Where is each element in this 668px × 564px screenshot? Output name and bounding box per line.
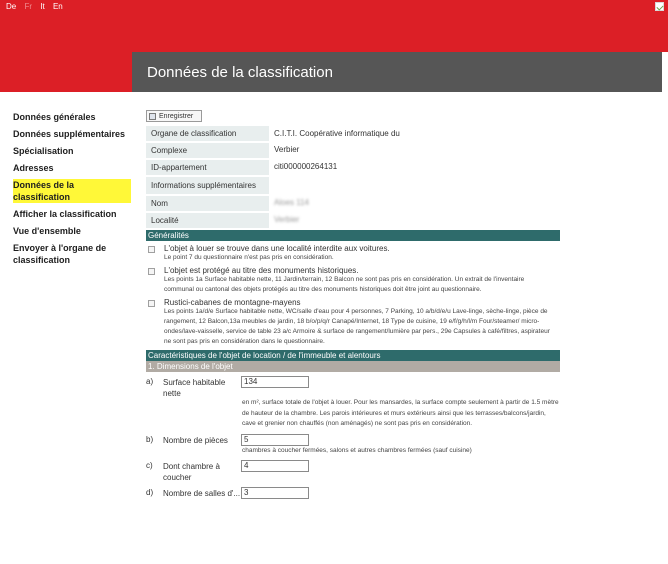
salles-eau-input[interactable]: 3 [241, 487, 309, 499]
lang-de[interactable]: De [6, 2, 17, 11]
info-label: Organe de classification [146, 126, 269, 142]
checkbox-label: Rustici-cabanes de montagne-mayens [164, 298, 301, 307]
checkbox[interactable] [148, 268, 155, 275]
chambres-input[interactable]: 4 [241, 460, 309, 472]
section-header-caracteristiques: Caractéristiques de l'objet de location / de l'immeuble et alentours [146, 350, 560, 361]
table-row [146, 176, 560, 195]
info-value: C.I.T.I. Coopérative informatique du [269, 126, 560, 142]
info-label: Informations supplémentaires [146, 176, 269, 195]
sidebar-item-vue-ensemble[interactable]: Vue d'ensemble [13, 226, 81, 236]
main-content [146, 110, 560, 499]
section-header-generalites: Généralités [146, 230, 560, 241]
question-label: Surface habitable nette [163, 378, 226, 398]
checkbox-label: L'objet à louer se trouve dans une localité interdite aux voitures. [164, 244, 390, 253]
info-value [269, 176, 560, 195]
info-label: Nom [146, 195, 269, 212]
checkbox-label: L'objet est protégé au titre des monuments historiques. [164, 266, 359, 275]
info-value [269, 195, 560, 212]
question-row [146, 460, 560, 483]
question-row [146, 376, 560, 399]
info-value: Verbier [269, 142, 560, 159]
sidebar-item-donnees-generales[interactable]: Données générales [13, 112, 96, 122]
page-header [132, 52, 662, 92]
lang-fr[interactable]: Fr [24, 2, 33, 11]
info-value: citi000000264131 [269, 159, 560, 176]
table-row [146, 159, 560, 176]
question-letter: d) [146, 488, 154, 497]
info-value [269, 212, 560, 229]
info-label: Localité [146, 212, 269, 229]
table-row [146, 142, 560, 159]
checkbox-row [148, 266, 560, 295]
question-row [146, 487, 560, 499]
checkbox-row [148, 244, 560, 263]
question-label: Dont chambre à coucher [163, 462, 220, 482]
save-button[interactable] [146, 110, 202, 122]
info-label: Complexe [146, 142, 269, 159]
checkbox-note: Les points 1a/d/e Surface habitable nette, WC/salle d'eau pour 4 personnes, 7 Parking, 10 a/b/d/e/u Lave-linge, sèche-linge, pièce de rangement, 12 Balcon,13a meubles de jardin, 18 b/o/p/q/r Canapé/Internet, 18 Type de cuisine, 19 e/f/g/h/l/m Four/steamer/ micro-ondes/lave-vaisselle, service de table 23 a/c Armoire & surface de rangement/lumière par pers., 29e Capsules à café/filtres, aspirateur ne sont pas pris en considération dans le questionnaire. [164, 308, 550, 345]
table-row [146, 212, 560, 229]
info-label: ID-appartement [146, 159, 269, 176]
question-letter: b) [146, 434, 154, 444]
question-hint: en m², surface totale de l'objet à louer. Pour les mansardes, la surface compte seulement à partir de 1.5 mètre de hauteur de la chambre. Les parois intérieures et murs extérieurs ainsi que les terrasses/balcons/jardin, cave et grenier non chauffés (non aménagés) ne sont pas pris en considération. [242, 399, 559, 427]
blurred-value: Aloes 114 [274, 198, 309, 207]
question-hint: chambres à coucher fermées, salons et autres chambres fermées (sauf cuisine) [242, 446, 472, 454]
classification-info-table [146, 126, 560, 230]
checkbox-note: Le point 7 du questionnaire n'est pas pris en considération. [164, 254, 334, 261]
page-title: Données de la classification [147, 64, 333, 81]
top-brand-bar [0, 0, 668, 52]
lang-en[interactable]: En [52, 2, 63, 11]
question-label: Nombre de pièces [163, 435, 228, 445]
sidebar-item-donnees-supplementaires[interactable]: Données supplémentaires [13, 129, 126, 139]
checkbox[interactable] [148, 246, 155, 253]
broken-image-icon [655, 2, 664, 11]
sidebar-item-envoyer[interactable]: Envoyer à l'organe de classification [13, 243, 107, 265]
question-letter: a) [146, 377, 154, 386]
checkbox[interactable] [148, 300, 155, 307]
checkbox-note: Les points 1a Surface habitable nette, 11 Jardin/terrain, 12 Balcon ne sont pas pris en considération. Un extrait de l'inventaire communal ou cantonal des objets protégés au titre des monuments historiques doit être joint au questionnaire. [164, 276, 525, 293]
language-switcher [6, 2, 69, 11]
blurred-value: Verbier [274, 215, 300, 224]
sidebar-nav [13, 111, 131, 271]
save-icon [149, 113, 156, 120]
surface-habitable-input[interactable]: 134 [241, 376, 309, 388]
question-row [146, 434, 560, 446]
question-label: Nombre de salles d'... [163, 489, 241, 498]
lang-it[interactable]: It [40, 2, 45, 11]
table-row [146, 126, 560, 142]
sidebar-item-donnees-classification[interactable]: Données de la classification [13, 179, 131, 203]
sidebar-item-specialisation[interactable]: Spécialisation [13, 146, 74, 156]
header-left-red [0, 52, 132, 92]
question-letter: c) [146, 461, 153, 470]
table-row [146, 195, 560, 212]
subsection-header-dimensions: 1. Dimensions de l'objet [146, 361, 560, 372]
sidebar-item-adresses[interactable]: Adresses [13, 163, 54, 173]
nombre-pieces-input[interactable]: 5 [241, 434, 309, 446]
checkbox-row [148, 298, 560, 347]
save-button-label: Enregistrer [159, 112, 194, 120]
sidebar-item-afficher-classification[interactable]: Afficher la classification [13, 209, 117, 219]
